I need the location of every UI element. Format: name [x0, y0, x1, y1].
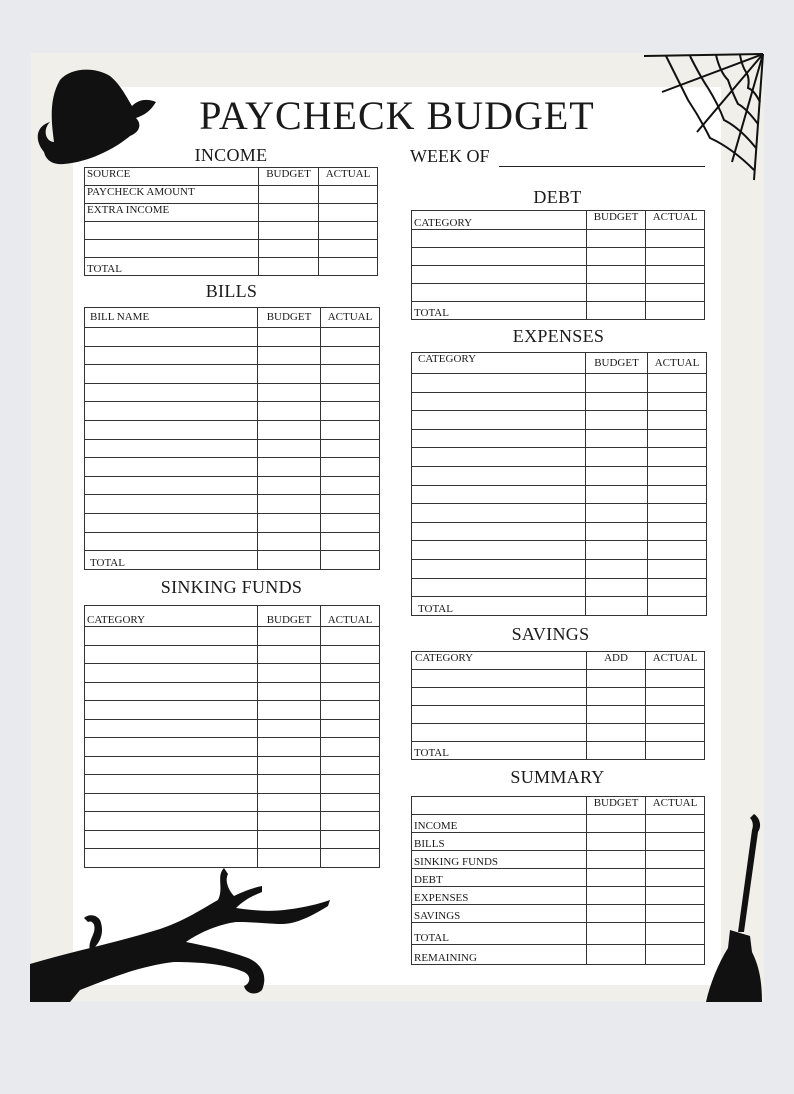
summary-budget-cell[interactable]	[587, 945, 646, 965]
bills-budget-cell[interactable]	[258, 551, 321, 570]
sinking-actual-cell[interactable]	[321, 664, 380, 683]
sinking-actual-cell[interactable]	[321, 645, 380, 664]
table-row-label[interactable]	[85, 664, 258, 683]
table-row-label[interactable]	[412, 504, 586, 523]
bills-budget-cell[interactable]	[258, 328, 321, 347]
sinking-budget-cell[interactable]	[258, 793, 321, 812]
savings-header-add: ADD	[587, 652, 646, 670]
bills-actual-cell[interactable]	[321, 328, 380, 347]
expenses-budget-cell[interactable]	[586, 485, 648, 504]
sinking-budget-cell[interactable]	[258, 719, 321, 738]
expenses-actual-cell[interactable]	[648, 578, 707, 597]
table-row-label[interactable]	[412, 266, 587, 284]
sinking-budget-cell[interactable]	[258, 645, 321, 664]
expenses-header-category: CATEGORY	[412, 353, 586, 374]
expenses-budget-cell[interactable]	[586, 392, 648, 411]
summary-row-remaining: REMAINING	[412, 945, 587, 965]
bills-actual-cell[interactable]	[321, 513, 380, 532]
expenses-budget-cell[interactable]	[586, 578, 648, 597]
table-row-total: TOTAL	[85, 258, 259, 276]
savings-actual-cell[interactable]	[646, 670, 705, 688]
table-row-label: EXTRA INCOME	[85, 204, 259, 222]
summary-budget-cell[interactable]	[587, 887, 646, 905]
table-row-label[interactable]	[85, 458, 258, 477]
table-row-total: TOTAL	[412, 742, 587, 760]
expenses-budget-cell[interactable]	[586, 411, 648, 430]
bills-actual-cell[interactable]	[321, 476, 380, 495]
table-row-label[interactable]	[85, 476, 258, 495]
table-row-label[interactable]	[412, 485, 586, 504]
table-row-label[interactable]	[412, 248, 587, 266]
week-of-label: WEEK OF	[410, 146, 490, 166]
table-row-label[interactable]	[85, 365, 258, 384]
page-title: PAYCHECK BUDGET	[199, 93, 595, 138]
summary-actual-cell[interactable]	[646, 905, 705, 923]
bills-actual-cell[interactable]	[321, 532, 380, 551]
expenses-heading: EXPENSES	[512, 326, 605, 346]
income-heading: INCOME	[194, 145, 268, 165]
sinking-budget-cell[interactable]	[258, 775, 321, 794]
expenses-actual-cell[interactable]	[648, 466, 707, 485]
bills-actual-cell[interactable]	[321, 402, 380, 421]
summary-budget-cell[interactable]	[587, 905, 646, 923]
summary-row-expenses: EXPENSES	[412, 887, 587, 905]
summary-budget-cell[interactable]	[587, 923, 646, 945]
sinking-budget-cell[interactable]	[258, 682, 321, 701]
savings-heading: SAVINGS	[511, 624, 590, 644]
sinking-actual-cell[interactable]	[321, 627, 380, 646]
sinking-budget-cell[interactable]	[258, 830, 321, 849]
income-actual-cell[interactable]	[319, 258, 378, 276]
debt-actual-cell[interactable]	[646, 266, 705, 284]
summary-actual-cell[interactable]	[646, 923, 705, 945]
table-row-label[interactable]	[85, 532, 258, 551]
income-actual-cell[interactable]	[319, 240, 378, 258]
income-budget-cell[interactable]	[259, 186, 319, 204]
sinking-budget-cell[interactable]	[258, 756, 321, 775]
sinking-budget-cell[interactable]	[258, 812, 321, 831]
sinking-budget-cell[interactable]	[258, 664, 321, 683]
expenses-header-budget: BUDGET	[586, 353, 648, 374]
expenses-budget-cell[interactable]	[586, 597, 648, 616]
sinking-actual-cell[interactable]	[321, 812, 380, 831]
expenses-actual-cell[interactable]	[648, 485, 707, 504]
expenses-actual-cell[interactable]	[648, 504, 707, 523]
expenses-header-actual: ACTUAL	[648, 353, 707, 374]
income-budget-cell[interactable]	[259, 222, 319, 240]
debt-actual-cell[interactable]	[646, 230, 705, 248]
bills-heading: BILLS	[205, 281, 258, 301]
sinking-actual-cell[interactable]	[321, 738, 380, 757]
sinking-actual-cell[interactable]	[321, 830, 380, 849]
table-row-label[interactable]	[412, 429, 586, 448]
expenses-table	[411, 352, 707, 616]
broom-icon	[700, 812, 764, 1002]
income-budget-cell[interactable]	[259, 240, 319, 258]
table-row-label[interactable]	[412, 688, 587, 706]
expenses-budget-cell[interactable]	[586, 541, 648, 560]
sinking-budget-cell[interactable]	[258, 849, 321, 868]
summary-row-savings: SAVINGS	[412, 905, 587, 923]
sinking-actual-cell[interactable]	[321, 793, 380, 812]
debt-actual-cell[interactable]	[646, 248, 705, 266]
sinking-actual-cell[interactable]	[321, 849, 380, 868]
table-row-label[interactable]	[412, 411, 586, 430]
summary-budget-cell[interactable]	[587, 815, 646, 833]
summary-actual-cell[interactable]	[646, 833, 705, 851]
expenses-actual-cell[interactable]	[648, 522, 707, 541]
table-row-label[interactable]	[85, 495, 258, 514]
summary-header-actual: ACTUAL	[646, 797, 705, 815]
table-row-label[interactable]	[412, 392, 586, 411]
expenses-budget-cell[interactable]	[586, 374, 648, 393]
savings-table	[411, 651, 705, 760]
bills-actual-cell[interactable]	[321, 551, 380, 570]
debt-table	[411, 210, 705, 320]
summary-header-blank	[412, 797, 587, 815]
table-row-label[interactable]	[412, 374, 586, 393]
table-row-label[interactable]	[85, 240, 259, 258]
expenses-actual-cell[interactable]	[648, 374, 707, 393]
income-budget-cell[interactable]	[259, 258, 319, 276]
table-row-label[interactable]	[85, 383, 258, 402]
summary-budget-cell[interactable]	[587, 869, 646, 887]
debt-actual-cell[interactable]	[646, 284, 705, 302]
savings-header-category: CATEGORY	[412, 652, 587, 670]
table-row-label[interactable]	[85, 328, 258, 347]
table-row-label[interactable]	[85, 627, 258, 646]
table-row-label[interactable]	[412, 670, 587, 688]
expenses-budget-cell[interactable]	[586, 522, 648, 541]
table-row-label: PAYCHECK AMOUNT	[85, 186, 259, 204]
table-row-label[interactable]	[85, 701, 258, 720]
sinking-budget-cell[interactable]	[258, 738, 321, 757]
table-row-label[interactable]	[85, 719, 258, 738]
table-row-label[interactable]	[85, 793, 258, 812]
summary-row-income: INCOME	[412, 815, 587, 833]
savings-add-cell[interactable]	[587, 688, 646, 706]
table-row-total: TOTAL	[412, 597, 586, 616]
bills-header-actual: ACTUAL	[321, 308, 380, 328]
sinking-header-budget: BUDGET	[258, 606, 321, 627]
expenses-budget-cell[interactable]	[586, 559, 648, 578]
summary-budget-cell[interactable]	[587, 833, 646, 851]
debt-actual-cell[interactable]	[646, 302, 705, 320]
bills-budget-cell[interactable]	[258, 513, 321, 532]
table-row-label[interactable]	[85, 645, 258, 664]
expenses-actual-cell[interactable]	[648, 429, 707, 448]
expenses-budget-cell[interactable]	[586, 429, 648, 448]
table-row-label[interactable]	[412, 284, 587, 302]
table-row-label[interactable]	[85, 756, 258, 775]
expenses-budget-cell[interactable]	[586, 466, 648, 485]
sinking-actual-cell[interactable]	[321, 756, 380, 775]
savings-actual-cell[interactable]	[646, 724, 705, 742]
summary-header-budget: BUDGET	[587, 797, 646, 815]
bills-budget-cell[interactable]	[258, 458, 321, 477]
bills-budget-cell[interactable]	[258, 420, 321, 439]
summary-row-debt: DEBT	[412, 869, 587, 887]
table-row-label[interactable]	[85, 775, 258, 794]
debt-header-budget: BUDGET	[587, 211, 646, 230]
table-row-label[interactable]	[412, 448, 586, 467]
expenses-budget-cell[interactable]	[586, 504, 648, 523]
expenses-actual-cell[interactable]	[648, 541, 707, 560]
table-row-label[interactable]	[85, 420, 258, 439]
savings-actual-cell[interactable]	[646, 742, 705, 760]
bills-actual-cell[interactable]	[321, 439, 380, 458]
expenses-actual-cell[interactable]	[648, 559, 707, 578]
table-row-label[interactable]	[412, 230, 587, 248]
table-row-label[interactable]	[85, 738, 258, 757]
table-row-label[interactable]	[85, 812, 258, 831]
bills-budget-cell[interactable]	[258, 495, 321, 514]
table-row-label[interactable]	[412, 724, 587, 742]
tree-branch-icon	[30, 866, 330, 1002]
debt-budget-cell[interactable]	[587, 230, 646, 248]
expenses-actual-cell[interactable]	[648, 597, 707, 616]
debt-header-category: CATEGORY	[412, 211, 587, 230]
sinking-funds-heading: SINKING FUNDS	[160, 577, 303, 597]
summary-budget-cell[interactable]	[587, 851, 646, 869]
debt-header-actual: ACTUAL	[646, 211, 705, 230]
summary-actual-cell[interactable]	[646, 851, 705, 869]
summary-actual-cell[interactable]	[646, 945, 705, 965]
table-row-label[interactable]	[85, 222, 259, 240]
income-actual-cell[interactable]	[319, 222, 378, 240]
bills-budget-cell[interactable]	[258, 365, 321, 384]
bills-budget-cell[interactable]	[258, 476, 321, 495]
savings-actual-cell[interactable]	[646, 706, 705, 724]
table-row-label[interactable]	[85, 346, 258, 365]
summary-row-sinking-funds: SINKING FUNDS	[412, 851, 587, 869]
table-row-label[interactable]	[412, 541, 586, 560]
bills-actual-cell[interactable]	[321, 458, 380, 477]
debt-budget-cell[interactable]	[587, 284, 646, 302]
bills-actual-cell[interactable]	[321, 495, 380, 514]
summary-row-total: TOTAL	[412, 923, 587, 945]
sinking-actual-cell[interactable]	[321, 775, 380, 794]
expenses-actual-cell[interactable]	[648, 392, 707, 411]
table-row-label[interactable]	[85, 439, 258, 458]
table-row-label[interactable]	[85, 402, 258, 421]
expenses-budget-cell[interactable]	[586, 448, 648, 467]
savings-header-actual: ACTUAL	[646, 652, 705, 670]
summary-table	[411, 796, 705, 965]
table-row-label[interactable]	[412, 466, 586, 485]
savings-add-cell[interactable]	[587, 706, 646, 724]
table-row-total: TOTAL	[412, 302, 587, 320]
bills-table	[84, 307, 380, 570]
table-row-label[interactable]	[85, 513, 258, 532]
sinking-header-category: CATEGORY	[85, 606, 258, 627]
bills-budget-cell[interactable]	[258, 532, 321, 551]
savings-add-cell[interactable]	[587, 742, 646, 760]
debt-heading: DEBT	[533, 187, 582, 207]
sinking-budget-cell[interactable]	[258, 627, 321, 646]
table-row-label[interactable]	[85, 849, 258, 868]
savings-add-cell[interactable]	[587, 724, 646, 742]
table-row-label[interactable]	[412, 522, 586, 541]
savings-add-cell[interactable]	[587, 670, 646, 688]
table-row-label[interactable]	[412, 559, 586, 578]
table-row-total: TOTAL	[85, 551, 258, 570]
table-row-label[interactable]	[412, 706, 587, 724]
summary-heading: SUMMARY	[510, 767, 605, 787]
sinking-actual-cell[interactable]	[321, 701, 380, 720]
debt-budget-cell[interactable]	[587, 248, 646, 266]
bills-budget-cell[interactable]	[258, 439, 321, 458]
sinking-header-actual: ACTUAL	[321, 606, 380, 627]
bills-actual-cell[interactable]	[321, 383, 380, 402]
table-row-label[interactable]	[85, 830, 258, 849]
sinking-actual-cell[interactable]	[321, 719, 380, 738]
income-actual-cell[interactable]	[319, 186, 378, 204]
income-header-budget: BUDGET	[259, 168, 319, 186]
summary-actual-cell[interactable]	[646, 887, 705, 905]
savings-actual-cell[interactable]	[646, 688, 705, 706]
debt-budget-cell[interactable]	[587, 302, 646, 320]
table-row-label[interactable]	[412, 578, 586, 597]
bills-budget-cell[interactable]	[258, 383, 321, 402]
sinking-budget-cell[interactable]	[258, 701, 321, 720]
summary-actual-cell[interactable]	[646, 815, 705, 833]
expenses-actual-cell[interactable]	[648, 448, 707, 467]
sinking-actual-cell[interactable]	[321, 682, 380, 701]
week-of-field[interactable]	[499, 166, 705, 167]
summary-actual-cell[interactable]	[646, 869, 705, 887]
bills-budget-cell[interactable]	[258, 346, 321, 365]
income-budget-cell[interactable]	[259, 204, 319, 222]
bills-budget-cell[interactable]	[258, 402, 321, 421]
debt-budget-cell[interactable]	[587, 266, 646, 284]
income-actual-cell[interactable]	[319, 204, 378, 222]
income-header-source: SOURCE	[85, 168, 259, 186]
income-table	[84, 167, 378, 276]
expenses-actual-cell[interactable]	[648, 411, 707, 430]
sinking-funds-table	[84, 605, 380, 868]
income-header-actual: ACTUAL	[319, 168, 378, 186]
table-row-label[interactable]	[85, 682, 258, 701]
bills-header-budget: BUDGET	[258, 308, 321, 328]
bills-actual-cell[interactable]	[321, 346, 380, 365]
bills-actual-cell[interactable]	[321, 420, 380, 439]
bills-actual-cell[interactable]	[321, 365, 380, 384]
bills-header-name: BILL NAME	[85, 308, 258, 328]
summary-row-bills: BILLS	[412, 833, 587, 851]
